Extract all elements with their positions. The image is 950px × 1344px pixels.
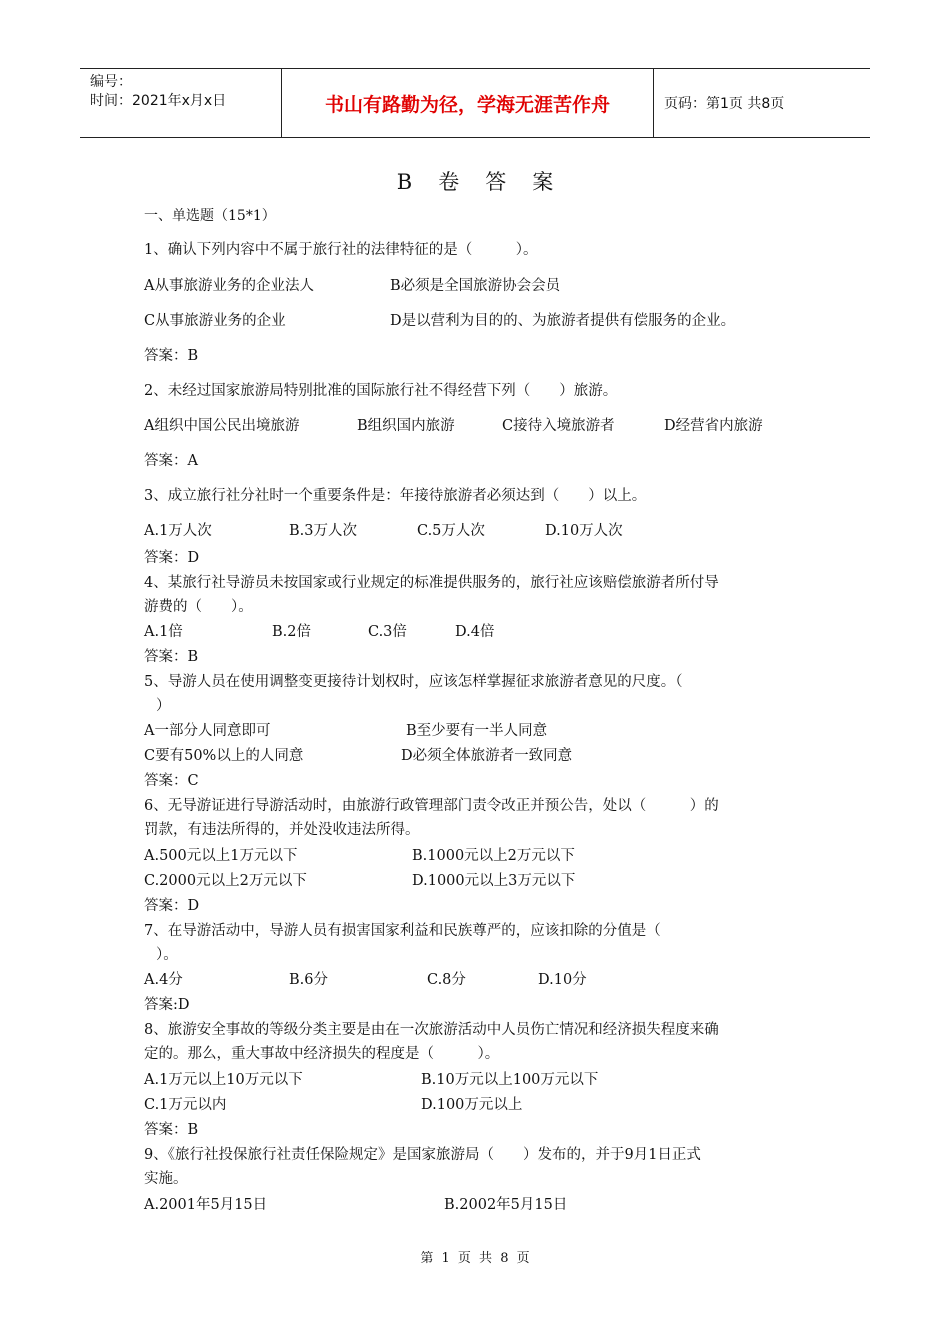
question-3-option-a: A.1万人次 [144,523,212,539]
question-7-text-line-2: ）。 [156,947,178,963]
question-5-option-d: D必须全体旅游者一致同意 [401,748,573,764]
question-4-option-a: A.1倍 [144,624,183,640]
question-7-option-d: D.10分 [538,972,587,988]
question-7-option-c: C.8分 [427,972,466,988]
header-meta [80,69,282,137]
question-2-option-d: D经营省内旅游 [664,418,763,434]
question-4-option-b: B.2倍 [272,624,311,640]
question-9-text-line-2: 实施。 [144,1171,188,1187]
question-9-text-line-1: 9、《旅行社投保旅行社责任保险规定》是国家旅游局（ ）发布的，并于9月1日正式 [144,1147,701,1163]
question-3-option-c: C.5万人次 [417,523,485,539]
question-4-option-c: C.3倍 [368,624,407,640]
question-2-option-b: B组织国内旅游 [357,418,455,434]
question-8-option-c: C.1万元以内 [144,1097,227,1113]
question-6-option-a: A.500元以上1万元以下 [144,848,298,864]
question-4-answer: 答案：B [144,649,199,665]
question-3-text: 3、成立旅行社分社时一个重要条件是：年接待旅游者必须达到（ ）以上。 [144,488,647,504]
question-3-option-b: B.3万人次 [289,523,357,539]
question-7-answer: 答案:D [144,997,190,1013]
question-5-option-b: B至少要有一半人同意 [406,723,548,739]
page-title: B卷答案 [396,170,580,194]
question-8-text-line-2: 定的。那么，重大事故中经济损失的程度是（ ）。 [144,1046,500,1062]
question-8-option-b: B.10万元以上100万元以下 [421,1072,599,1088]
header-page-label: 页码：第1页 共8页 [664,96,785,112]
question-1-option-c: C从事旅游业务的企业 [144,313,286,329]
question-2-text: 2、未经过国家旅游局特别批准的国际旅行社不得经营下列（ ）旅游。 [144,383,618,399]
question-7-option-a: A.4分 [144,972,183,988]
question-7-text-line-1: 7、在导游活动中，导游人员有损害国家利益和民族尊严的，应该扣除的分值是（ [144,923,661,939]
question-3-option-d: D.10万人次 [545,523,623,539]
question-5-answer: 答案：C [144,773,199,789]
question-1-answer: 答案：B [144,348,199,364]
question-5-option-c: C要有50%以上的人同意 [144,748,304,764]
question-6-option-b: B.1000元以上2万元以下 [412,848,575,864]
question-8-option-a: A.1万元以上10万元以下 [144,1072,303,1088]
question-6-text-line-1: 6、无导游证进行导游活动时，由旅游行政管理部门责令改正并预公告，处以（ ）的 [144,798,719,814]
question-2-answer: 答案：A [144,453,198,469]
question-6-answer: 答案：D [144,898,200,914]
page-footer: 第 1 页 共 8 页 [420,1251,530,1266]
question-9-option-a: A.2001年5月15日 [144,1197,268,1213]
question-6-option-d: D.1000元以上3万元以下 [412,873,576,889]
question-1-option-d: D是以营利为目的的、为旅游者提供有偿服务的企业。 [390,313,736,329]
question-8-text-line-1: 8、旅游安全事故的等级分类主要是由在一次旅游活动中人员伤亡情况和经济损失程度来确 [144,1022,719,1038]
page-header [80,68,870,138]
question-5-text-line-1: 5、导游人员在使用调整变更接待计划权时，应该怎样掌握征求旅游者意见的尺度。（ [144,674,683,690]
question-7-option-b: B.6分 [289,972,328,988]
question-3-answer: 答案：D [144,550,200,566]
question-6-option-c: C.2000元以上2万元以下 [144,873,307,889]
question-5-option-a: A一部分人同意即可 [144,723,271,739]
question-4-text-line-1: 4、某旅行社导游员未按国家或行业规定的标准提供服务的，旅行社应该赔偿旅游者所付导 [144,575,719,591]
header-number-label: 编号： [90,74,132,90]
header-motto: 书山有路勤为径，学海无涯苦作舟 [282,69,654,137]
question-4-text-line-2: 游费的（ ）。 [144,599,253,615]
question-1-text: 1、确认下列内容中不属于旅行社的法律特征的是（ ）。 [144,242,538,258]
question-8-answer: 答案：B [144,1122,199,1138]
question-2-option-a: A组织中国公民出境旅游 [144,418,300,434]
section-heading: 一、单选题（15*1） [144,208,276,224]
question-1-option-a: A从事旅游业务的企业法人 [144,278,314,294]
question-9-option-b: B.2002年5月15日 [444,1197,568,1213]
question-2-option-c: C接待入境旅游者 [502,418,615,434]
question-8-option-d: D.100万元以上 [421,1097,523,1113]
question-4-option-d: D.4倍 [455,624,495,640]
header-date-label: 时间：2021年x月x日 [90,93,227,109]
question-5-text-line-2: ） [156,698,171,714]
question-1-option-b: B必须是全国旅游协会会员 [390,278,561,294]
question-6-text-line-2: 罚款，有违法所得的，并处没收违法所得。 [144,822,420,838]
